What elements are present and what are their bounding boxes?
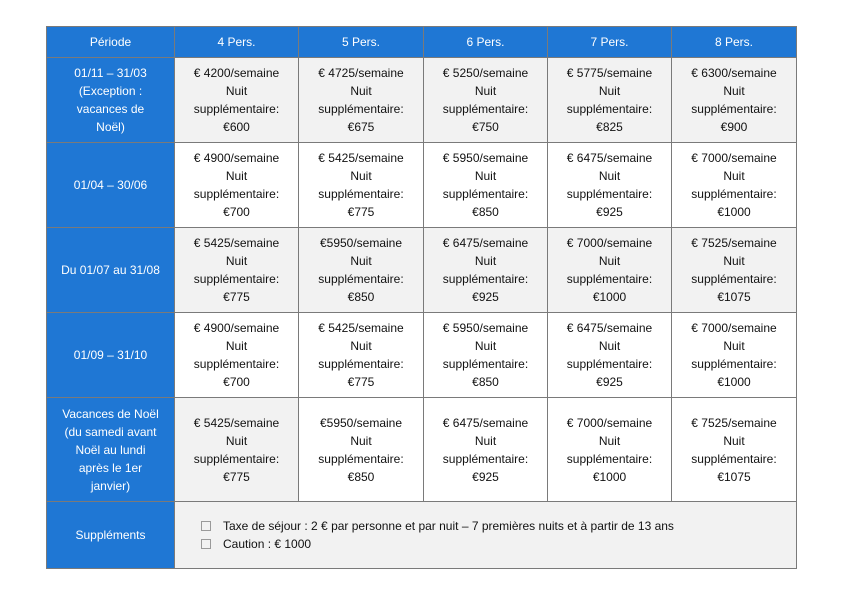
header-4-pers: 4 Pers. bbox=[175, 27, 299, 58]
weekly-price: € 5250/semaine bbox=[442, 66, 529, 80]
period-line: vacances de bbox=[76, 102, 145, 116]
header-6-pers: 6 Pers. bbox=[424, 27, 548, 58]
extra-night-price: €775 bbox=[347, 375, 375, 389]
extra-night-price: €1000 bbox=[717, 375, 751, 389]
weekly-price: €5950/semaine bbox=[319, 415, 403, 430]
supplements-label: Suppléments bbox=[47, 502, 175, 569]
extra-night-price: €1075 bbox=[717, 469, 751, 484]
extra-night-price: €775 bbox=[347, 205, 375, 219]
extra-night-label: supplémentaire: bbox=[193, 451, 280, 466]
period-cell bbox=[47, 228, 175, 313]
extra-night-label: Nuit bbox=[225, 254, 248, 268]
weekly-price: € 7525/semaine bbox=[691, 236, 777, 250]
extra-night-label: Nuit bbox=[225, 339, 248, 353]
weekly-price: € 7000/semaine bbox=[566, 415, 653, 430]
period-cell bbox=[47, 313, 175, 398]
extra-night-label: Nuit bbox=[474, 84, 497, 98]
price-cell bbox=[299, 313, 424, 398]
period-cell bbox=[47, 143, 175, 228]
price-cell bbox=[299, 398, 424, 502]
extra-night-label: Nuit bbox=[598, 254, 621, 268]
price-cell bbox=[672, 58, 797, 143]
extra-night-label: supplémentaire: bbox=[566, 357, 653, 371]
checkbox-bullet-icon bbox=[201, 521, 211, 531]
extra-night-label: supplémentaire: bbox=[691, 451, 777, 466]
period-line: 01/09 – 31/10 bbox=[73, 348, 148, 362]
extra-night-label: supplémentaire: bbox=[442, 272, 529, 286]
extra-night-label: Nuit bbox=[350, 84, 372, 98]
extra-night-label: Nuit bbox=[350, 169, 372, 183]
extra-night-label: supplémentaire: bbox=[691, 357, 777, 371]
weekly-price: € 4725/semaine bbox=[318, 66, 404, 80]
period-line: Vacances de Noël bbox=[62, 406, 159, 421]
price-cell bbox=[548, 228, 672, 313]
extra-night-price: €1000 bbox=[592, 290, 627, 304]
weekly-price: € 6475/semaine bbox=[442, 415, 529, 430]
price-cell bbox=[548, 143, 672, 228]
weekly-price: € 6475/semaine bbox=[442, 236, 529, 250]
extra-night-label: supplémentaire: bbox=[193, 187, 280, 201]
price-cell bbox=[424, 143, 548, 228]
extra-night-price: €1075 bbox=[717, 290, 751, 304]
extra-night-label: Nuit bbox=[723, 254, 745, 268]
extra-night-label: Nuit bbox=[225, 169, 248, 183]
extra-night-label: Nuit bbox=[723, 339, 745, 353]
price-cell bbox=[424, 398, 548, 502]
extra-night-price: €850 bbox=[347, 469, 375, 484]
price-cell bbox=[424, 58, 548, 143]
weekly-price: € 7000/semaine bbox=[691, 321, 777, 335]
extra-night-label: Nuit bbox=[474, 169, 497, 183]
supplement-item bbox=[201, 517, 794, 535]
extra-night-label: Nuit bbox=[474, 339, 497, 353]
extra-night-label: Nuit bbox=[598, 84, 621, 98]
extra-night-label: Nuit bbox=[350, 433, 372, 448]
extra-night-label: supplémentaire: bbox=[566, 451, 653, 466]
extra-night-price: €925 bbox=[596, 375, 623, 389]
price-cell bbox=[299, 58, 424, 143]
price-cell bbox=[672, 228, 797, 313]
supplements-row bbox=[47, 502, 797, 569]
weekly-price: € 4200/semaine bbox=[193, 66, 280, 80]
period-line: Noël) bbox=[96, 120, 125, 134]
period-line: (Exception : bbox=[78, 84, 143, 98]
price-cell bbox=[175, 228, 299, 313]
extra-night-label: Nuit bbox=[225, 84, 248, 98]
weekly-price: € 6475/semaine bbox=[566, 321, 653, 335]
header-8-pers: 8 Pers. bbox=[672, 27, 797, 58]
period-line: 01/04 – 30/06 bbox=[73, 178, 148, 192]
extra-night-price: €925 bbox=[472, 469, 499, 484]
table-row bbox=[47, 58, 797, 143]
extra-night-label: supplémentaire: bbox=[691, 102, 777, 116]
period-line: 01/11 – 31/03 bbox=[74, 66, 147, 80]
price-cell bbox=[175, 398, 299, 502]
price-cell bbox=[424, 313, 548, 398]
weekly-price: € 5425/semaine bbox=[193, 415, 280, 430]
period-line: (du samedi avant bbox=[64, 424, 157, 439]
price-cell bbox=[548, 58, 672, 143]
header-5-pers: 5 Pers. bbox=[299, 27, 424, 58]
extra-night-price: €850 bbox=[472, 205, 499, 219]
weekly-price: € 5425/semaine bbox=[318, 151, 404, 165]
table-row bbox=[47, 143, 797, 228]
price-cell bbox=[175, 58, 299, 143]
weekly-price: € 6475/semaine bbox=[566, 151, 653, 165]
weekly-price: € 5950/semaine bbox=[442, 321, 529, 335]
header-period: Période bbox=[47, 27, 175, 58]
extra-night-label: Nuit bbox=[225, 433, 248, 448]
weekly-price: € 7000/semaine bbox=[691, 151, 777, 165]
price-cell bbox=[175, 313, 299, 398]
table-row bbox=[47, 398, 797, 502]
checkbox-bullet-icon bbox=[201, 539, 211, 549]
extra-night-label: supplémentaire: bbox=[566, 272, 653, 286]
extra-night-price: €850 bbox=[347, 290, 375, 304]
extra-night-price: €775 bbox=[223, 469, 250, 484]
extra-night-price: €750 bbox=[472, 120, 499, 134]
extra-night-price: €700 bbox=[223, 205, 250, 219]
extra-night-label: Nuit bbox=[350, 254, 372, 268]
supplement-text: Caution : € 1000 bbox=[223, 537, 312, 551]
price-cell bbox=[424, 228, 548, 313]
header-row bbox=[47, 27, 797, 58]
extra-night-label: supplémentaire: bbox=[318, 357, 404, 371]
header-7-pers: 7 Pers. bbox=[548, 27, 672, 58]
extra-night-price: €925 bbox=[596, 205, 623, 219]
rates-table bbox=[46, 26, 797, 569]
extra-night-label: supplémentaire: bbox=[318, 272, 404, 286]
weekly-price: € 5950/semaine bbox=[442, 151, 529, 165]
period-line: après le 1er bbox=[78, 460, 143, 475]
extra-night-label: Nuit bbox=[723, 433, 745, 448]
extra-night-label: supplémentaire: bbox=[318, 102, 404, 116]
extra-night-price: €1000 bbox=[592, 469, 627, 484]
price-cell bbox=[299, 228, 424, 313]
weekly-price: € 5775/semaine bbox=[566, 66, 653, 80]
weekly-price: € 4900/semaine bbox=[193, 321, 280, 335]
weekly-price: € 7525/semaine bbox=[691, 415, 777, 430]
extra-night-price: €600 bbox=[223, 120, 250, 134]
extra-night-price: €1000 bbox=[717, 205, 751, 219]
period-line: Du 01/07 au 31/08 bbox=[61, 263, 160, 277]
extra-night-label: supplémentaire: bbox=[193, 102, 280, 116]
table-row bbox=[47, 313, 797, 398]
extra-night-label: Nuit bbox=[474, 433, 497, 448]
weekly-price: € 7000/semaine bbox=[566, 236, 653, 250]
extra-night-label: supplémentaire: bbox=[442, 357, 529, 371]
period-cell bbox=[47, 398, 175, 502]
table-row bbox=[47, 228, 797, 313]
extra-night-label: Nuit bbox=[598, 339, 621, 353]
supplement-text: Taxe de séjour : 2 € par personne et par nuit – 7 premières nuits et à partir de 13 ans bbox=[223, 519, 674, 533]
extra-night-price: €925 bbox=[472, 290, 499, 304]
extra-night-label: Nuit bbox=[723, 84, 745, 98]
period-line: Noël au lundi bbox=[75, 442, 146, 457]
price-cell bbox=[548, 398, 672, 502]
extra-night-label: Nuit bbox=[598, 169, 621, 183]
weekly-price: € 5425/semaine bbox=[318, 321, 404, 335]
extra-night-label: supplémentaire: bbox=[442, 451, 529, 466]
weekly-price: € 5425/semaine bbox=[193, 236, 280, 250]
supplements-content bbox=[175, 502, 797, 569]
extra-night-label: supplémentaire: bbox=[691, 187, 777, 201]
price-cell bbox=[175, 143, 299, 228]
price-cell bbox=[672, 398, 797, 502]
price-cell bbox=[672, 313, 797, 398]
extra-night-price: €850 bbox=[472, 375, 499, 389]
extra-night-label: supplémentaire: bbox=[566, 102, 653, 116]
period-line: janvier) bbox=[90, 478, 131, 493]
period-cell bbox=[47, 58, 175, 143]
extra-night-price: €775 bbox=[223, 290, 250, 304]
price-cell bbox=[299, 143, 424, 228]
extra-night-price: €825 bbox=[596, 120, 623, 134]
extra-night-price: €900 bbox=[720, 120, 748, 134]
extra-night-label: Nuit bbox=[598, 433, 621, 448]
price-cell bbox=[548, 313, 672, 398]
extra-night-label: Nuit bbox=[723, 169, 745, 183]
extra-night-label: supplémentaire: bbox=[193, 272, 280, 286]
weekly-price: € 6300/semaine bbox=[691, 66, 777, 80]
extra-night-price: €700 bbox=[223, 375, 250, 389]
weekly-price: € 4900/semaine bbox=[193, 151, 280, 165]
price-cell bbox=[672, 143, 797, 228]
extra-night-label: supplémentaire: bbox=[566, 187, 653, 201]
extra-night-label: supplémentaire: bbox=[193, 357, 280, 371]
extra-night-label: Nuit bbox=[350, 339, 372, 353]
weekly-price: €5950/semaine bbox=[319, 236, 403, 250]
extra-night-label: supplémentaire: bbox=[318, 451, 404, 466]
extra-night-label: Nuit bbox=[474, 254, 497, 268]
supplement-item bbox=[201, 535, 794, 553]
extra-night-label: supplémentaire: bbox=[442, 187, 529, 201]
extra-night-label: supplémentaire: bbox=[442, 102, 529, 116]
extra-night-price: €675 bbox=[347, 120, 375, 134]
extra-night-label: supplémentaire: bbox=[691, 272, 777, 286]
extra-night-label: supplémentaire: bbox=[318, 187, 404, 201]
